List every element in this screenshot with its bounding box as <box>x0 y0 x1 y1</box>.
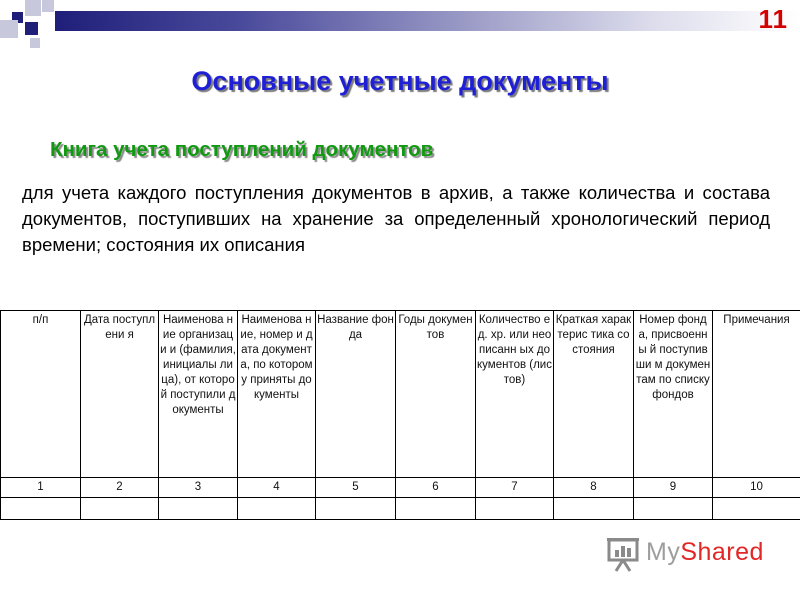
table-header-row <box>1 311 800 478</box>
table-cell <box>713 498 800 520</box>
column-header: Краткая характерис тика состояния <box>554 311 634 478</box>
page-title: Основные учетные документы <box>191 66 609 96</box>
presentation-board-icon <box>606 536 642 574</box>
column-number: 5 <box>316 478 396 498</box>
column-header: п/п <box>1 311 81 478</box>
column-number: 1 <box>1 478 81 498</box>
column-header: Наименова ние, номер и дата документа, по которому приняты документы <box>238 311 316 478</box>
registry-table <box>0 310 800 520</box>
header-gradient-bar <box>55 11 800 31</box>
column-number: 7 <box>476 478 554 498</box>
table-cell <box>1 498 81 520</box>
table-cell <box>81 498 159 520</box>
column-header: Количество ед. хр. или неописанн ых документов (листов) <box>476 311 554 478</box>
slide-number: 11 <box>758 4 788 34</box>
corner-square-4 <box>0 20 18 38</box>
column-number: 8 <box>554 478 634 498</box>
column-number: 2 <box>81 478 159 498</box>
column-number-row <box>1 478 800 498</box>
column-header: Наименова ние организаци и (фамилия, инициалы лица), от которой поступили документы <box>159 311 238 478</box>
corner-square-5 <box>25 22 38 35</box>
column-header: Дата поступлени я <box>81 311 159 478</box>
table-cell <box>238 498 316 520</box>
column-header: Годы документов <box>396 311 476 478</box>
description-text: для учета каждого поступления документов в архив, а также количества и состава документов, поступивших на хранение за определенный хронологический период времени; состояния их описания <box>22 182 770 255</box>
table-cell <box>316 498 396 520</box>
watermark-brand-text: MyShared <box>646 538 764 566</box>
column-number: 4 <box>238 478 316 498</box>
corner-square-6 <box>30 38 40 48</box>
table-row <box>1 498 800 520</box>
corner-square-2 <box>25 0 41 16</box>
myshared-watermark <box>606 534 766 574</box>
section-subtitle: Книга учета поступлений документов <box>50 138 434 161</box>
column-number: 6 <box>396 478 476 498</box>
column-number: 3 <box>159 478 238 498</box>
table-cell <box>476 498 554 520</box>
column-number: 10 <box>713 478 800 498</box>
table-cell <box>159 498 238 520</box>
table-cell <box>634 498 713 520</box>
column-header: Примечания <box>713 311 800 478</box>
corner-square-3 <box>42 0 54 12</box>
table-cell <box>396 498 476 520</box>
column-header: Название фонда <box>316 311 396 478</box>
table-cell <box>554 498 634 520</box>
column-number: 9 <box>634 478 713 498</box>
column-header: Номер фонда, присвоенны й поступивши м документам по списку фондов <box>634 311 713 478</box>
